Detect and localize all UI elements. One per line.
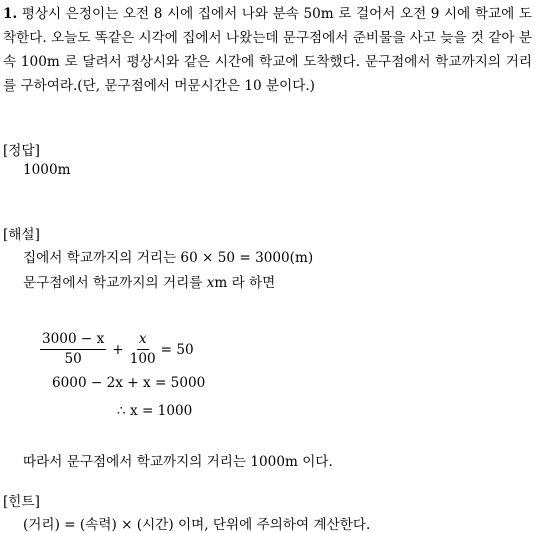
equation-1 — [38, 331, 194, 368]
equation-2: 6000 − 2x + x = 5000 — [52, 375, 206, 391]
plus-sign: + — [112, 341, 124, 358]
fraction-2-denominator: 100 — [129, 351, 156, 367]
fraction-1-numerator: 3000 − x — [40, 331, 106, 350]
explanation-line-2 — [23, 271, 275, 291]
explanation-line-2-suffix: m 라 하면 — [214, 275, 276, 291]
explanation-line-2-prefix: 문구점에서 학교까지의 거리를 — [23, 275, 207, 291]
problem-text: 평상시 은정이는 오전 8 시에 집에서 나와 분속 50m 로 걸어서 오전 9 시에 학교에 도착한다. 오늘도 똑같은 시각에 집에서 나왔는데 문구점에서 준비물을 사고 늦을 것 같아 분속 100m 로 달려서 평상시와 같은 시간에 학교에 도착했다. 문구점에서 학교까지의 거리를 구하여라.(단, 문구점에서 머문시간은 10 분이다.) — [3, 6, 532, 94]
problem-number: 1. — [3, 6, 18, 22]
explanation-line-1-math: 60 × 50 = 3000(m) — [180, 250, 314, 266]
fraction-2-numerator: x — [137, 331, 149, 350]
problem-statement — [3, 2, 532, 98]
equation-3: ∴ x = 1000 — [117, 403, 193, 419]
answer-heading: [정답] — [3, 143, 40, 159]
fraction-2 — [130, 331, 156, 368]
explanation-line-2-var: x — [206, 275, 215, 291]
fraction-1 — [40, 331, 106, 368]
conclusion: 따라서 문구점에서 학교까지의 거리는 1000m 이다. — [23, 454, 333, 470]
explanation-line-1 — [23, 246, 313, 266]
hint-heading: [힌트] — [3, 494, 40, 510]
explanation-heading: [해설] — [3, 227, 40, 243]
answer-value: 1000m — [23, 162, 71, 178]
fraction-1-denominator: 50 — [64, 351, 82, 367]
equation-1-rhs: = 50 — [160, 341, 194, 358]
explanation-line-1-text: 집에서 학교까지의 거리는 — [23, 250, 181, 266]
hint-text: (거리) = (속력) × (시간) 이며, 단위에 주의하여 계산한다. — [23, 517, 371, 533]
